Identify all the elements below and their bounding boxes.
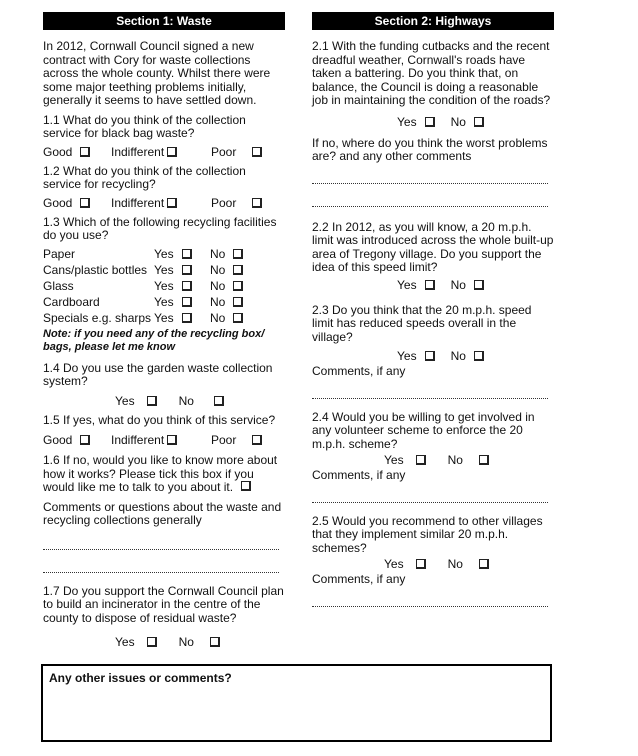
- question-1-3: 1.3 Which of the following recycling facilities do you use?: [43, 214, 277, 242]
- yesno-2-3: Yes No: [312, 349, 554, 363]
- other-comments-box[interactable]: [41, 664, 552, 742]
- checkbox-2-4-yes[interactable]: [416, 455, 426, 465]
- question-1-4: 1.4 Do you use the garden waste collection system?: [43, 360, 273, 388]
- checkbox-2-2-yes[interactable]: [425, 280, 435, 290]
- comment-line[interactable]: [43, 563, 279, 573]
- checkbox-1-6-info[interactable]: [241, 481, 251, 491]
- checkbox-glass-yes[interactable]: [182, 281, 192, 291]
- question-1-2: 1.2 What do you think of the collection service for recycling?: [43, 163, 246, 191]
- highways-section-header: Section 2: Highways: [312, 12, 554, 30]
- question-2-3: 2.3 Do you think that the 20 m.p.h. speed limit has reduced speeds overall in the village?: [312, 302, 532, 344]
- checkbox-2-5-no[interactable]: [479, 559, 489, 569]
- yesno-2-5: Yes No: [312, 557, 554, 571]
- yesno-2-1: Yes No: [312, 115, 554, 129]
- checkbox-2-4-no[interactable]: [479, 455, 489, 465]
- highways-section: [312, 12, 554, 607]
- checkbox-2-3-yes[interactable]: [425, 351, 435, 361]
- comments-label: Comments, if any: [312, 364, 406, 378]
- waste-section: [43, 12, 285, 649]
- checkbox-specials-yes[interactable]: [182, 313, 192, 323]
- checkbox-2-3-no[interactable]: [474, 351, 484, 361]
- comments-label: Comments, if any: [312, 468, 406, 482]
- checkbox-cans-yes[interactable]: [182, 265, 192, 275]
- checkbox-cans-no[interactable]: [233, 265, 243, 275]
- checkbox-1-1-indifferent[interactable]: [167, 147, 177, 157]
- checkbox-1-5-poor[interactable]: [252, 435, 262, 445]
- yesno-1-7: Yes No: [43, 635, 285, 649]
- other-comments-title: Any other issues or comments?: [49, 671, 232, 685]
- checkbox-cardboard-no[interactable]: [233, 297, 243, 307]
- checkbox-1-2-poor[interactable]: [252, 198, 262, 208]
- checkbox-1-7-yes[interactable]: [147, 637, 157, 647]
- checkbox-1-2-good[interactable]: [80, 198, 90, 208]
- checkbox-1-5-indifferent[interactable]: [167, 435, 177, 445]
- checkbox-1-2-indifferent[interactable]: [167, 198, 177, 208]
- checkbox-2-1-no[interactable]: [474, 117, 484, 127]
- rating-1-1: Good Indifferent Poor: [43, 145, 285, 159]
- rating-1-5: Good Indifferent Poor: [43, 433, 285, 447]
- question-1-7: 1.7 Do you support the Cornwall Council plan to build an incinerator in the centre of the county to dispose of residual waste?: [43, 583, 284, 625]
- facilities-grid: Paper Yes No Cans/plastic bottles Yes No Glass Yes No Cardboard Yes No Specials e.g. sharps Yes No: [43, 246, 285, 326]
- comment-line[interactable]: [312, 197, 548, 207]
- comment-line[interactable]: [312, 597, 548, 607]
- checkbox-1-7-no[interactable]: [210, 637, 220, 647]
- facility-label: Cans/plastic bottles: [43, 262, 148, 277]
- waste-comments-prompt: Comments or questions about the waste and recycling collections generally: [43, 499, 282, 527]
- yesno-2-2: Yes No: [312, 278, 554, 292]
- comment-line[interactable]: [312, 174, 548, 184]
- checkbox-1-5-good[interactable]: [80, 435, 90, 445]
- checkbox-2-2-no[interactable]: [474, 280, 484, 290]
- checkbox-1-4-yes[interactable]: [147, 396, 157, 406]
- yesno-1-4: Yes No: [43, 394, 285, 408]
- question-2-1-followup: If no, where do you think the worst problems are? and any other comments: [312, 135, 548, 163]
- waste-intro: In 2012, Cornwall Council signed a new contract with Cory for waste collections across the whole county. Whilst there were some major teething problems initially, generally it seems to have settled down.: [43, 39, 271, 107]
- rating-1-2: Good Indifferent Poor: [43, 196, 285, 210]
- question-2-1: 2.1 With the funding cutbacks and the recent dreadful weather, Cornwall's roads have taken a battering. Do you think that, on balance, the Council is doing a reasonable job in maintaining the condition of the roads?: [312, 39, 551, 107]
- recycling-bags-note: Note: if you need any of the recycling box/ bags, please let me know: [43, 327, 265, 353]
- facility-label: Paper: [43, 246, 76, 261]
- checkbox-1-4-no[interactable]: [214, 396, 224, 406]
- checkbox-cardboard-yes[interactable]: [182, 297, 192, 307]
- checkbox-paper-no[interactable]: [233, 249, 243, 259]
- question-1-1: 1.1 What do you think of the collection service for black bag waste?: [43, 112, 246, 140]
- facility-label: Glass: [43, 278, 74, 293]
- comment-line[interactable]: [312, 493, 548, 503]
- question-2-4: 2.4 Would you be willing to get involved in any volunteer scheme to enforce the 20 m.p.h. scheme?: [312, 409, 535, 451]
- waste-section-header: Section 1: Waste: [43, 12, 285, 30]
- comment-line[interactable]: [312, 389, 548, 399]
- question-2-5: 2.5 Would you recommend to other villages that they implement similar 20 m.p.h. schemes?: [312, 513, 543, 555]
- yesno-2-4: Yes No: [312, 453, 554, 467]
- checkbox-1-1-poor[interactable]: [252, 147, 262, 157]
- checkbox-1-1-good[interactable]: [80, 147, 90, 157]
- checkbox-paper-yes[interactable]: [182, 249, 192, 259]
- checkbox-specials-no[interactable]: [233, 313, 243, 323]
- checkbox-2-1-yes[interactable]: [425, 117, 435, 127]
- checkbox-2-5-yes[interactable]: [416, 559, 426, 569]
- question-2-2: 2.2 In 2012, as you will know, a 20 m.p.h. limit was introduced across the whole built-up area of Tregony village. Do you support the idea of this speed limit?: [312, 219, 554, 274]
- facility-label: Cardboard: [43, 294, 100, 309]
- question-1-6: 1.6 If no, would you like to know more about how it works? Please tick this box if you would like me to talk to you about it.: [43, 453, 278, 494]
- facility-label: Specials e.g. sharps: [43, 310, 152, 325]
- comments-label: Comments, if any: [312, 572, 406, 586]
- comment-line[interactable]: [43, 540, 279, 550]
- question-1-5: 1.5 If yes, what do you think of this service?: [43, 412, 276, 427]
- checkbox-glass-no[interactable]: [233, 281, 243, 291]
